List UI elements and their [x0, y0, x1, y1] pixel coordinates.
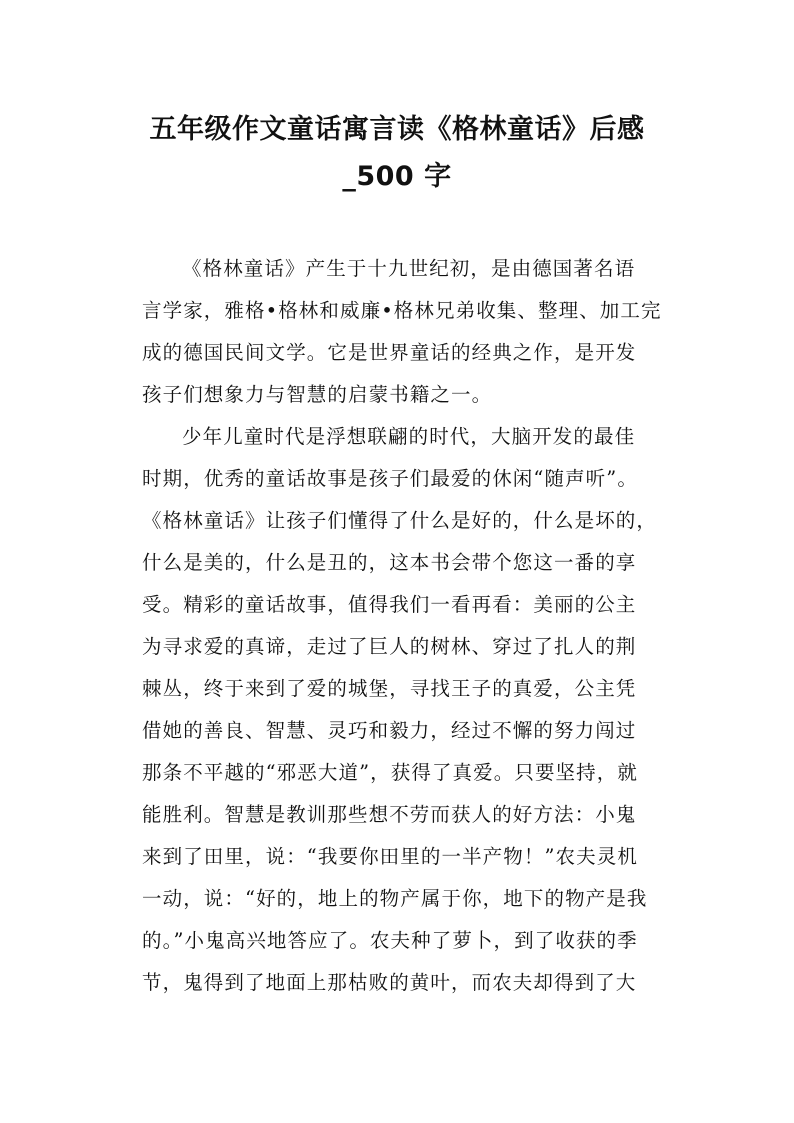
document-body — [142, 248, 662, 1004]
text-line: 孩子们想象力与智慧的启蒙书籍之一。 — [142, 383, 493, 406]
text-line: 节，鬼得到了地面上那枯败的黄叶，而农夫却得到了大 — [142, 971, 637, 994]
title-line-2: _500 字 — [342, 161, 452, 192]
text-line: 的。”小鬼高兴地答应了。农夫种了萝卜，到了收获的季 — [142, 929, 638, 952]
text-line: 言学家，雅格•格林和威廉•格林兄弟收集、整理、加工完 — [142, 299, 662, 322]
text-line: 一动，说：“好的，地上的物产属于你，地下的物产是我 — [142, 887, 648, 910]
text-line: 那条不平越的“邪恶大道”，获得了真爱。只要坚持，就 — [142, 761, 638, 784]
text-line: 《格林童话》让孩子们懂得了什么是好的，什么是坏的， — [142, 509, 658, 532]
paragraph-1 — [142, 248, 662, 416]
title-line-1: 五年级作文童话寓言读《格林童话》后感 — [149, 114, 645, 145]
text-line: 能胜利。智慧是教训那些想不劳而获人的好方法：小鬼 — [142, 803, 637, 826]
text-line: 借她的善良、智慧、灵巧和毅力，经过不懈的努力闯过 — [142, 719, 637, 742]
text-line: 时期，优秀的童话故事是孩子们最爱的休闲“随声听”。 — [142, 467, 638, 490]
text-line: 受。精彩的童话故事，值得我们一看再看：美丽的公主 — [142, 593, 637, 616]
text-line: 来到了田里，说：“我要你田里的一半产物！”农夫灵机 — [142, 845, 638, 868]
text-line: 什么是美的，什么是丑的，这本书会带个您这一番的享 — [142, 551, 637, 574]
text-line: 《格林童话》产生于十九世纪初，是由德国著名语 — [182, 257, 636, 280]
document-title — [100, 106, 694, 200]
text-line: 少年儿童时代是浮想联翩的时代，大脑开发的最佳 — [182, 425, 636, 448]
text-line: 棘丛，终于来到了爱的城堡，寻找王子的真爱，公主凭 — [142, 677, 637, 700]
text-line: 成的德国民间文学。它是世界童话的经典之作，是开发 — [142, 341, 637, 364]
text-line: 为寻求爱的真谛，走过了巨人的树林、穿过了扎人的荆 — [142, 635, 637, 658]
paragraph-2 — [142, 416, 662, 1004]
